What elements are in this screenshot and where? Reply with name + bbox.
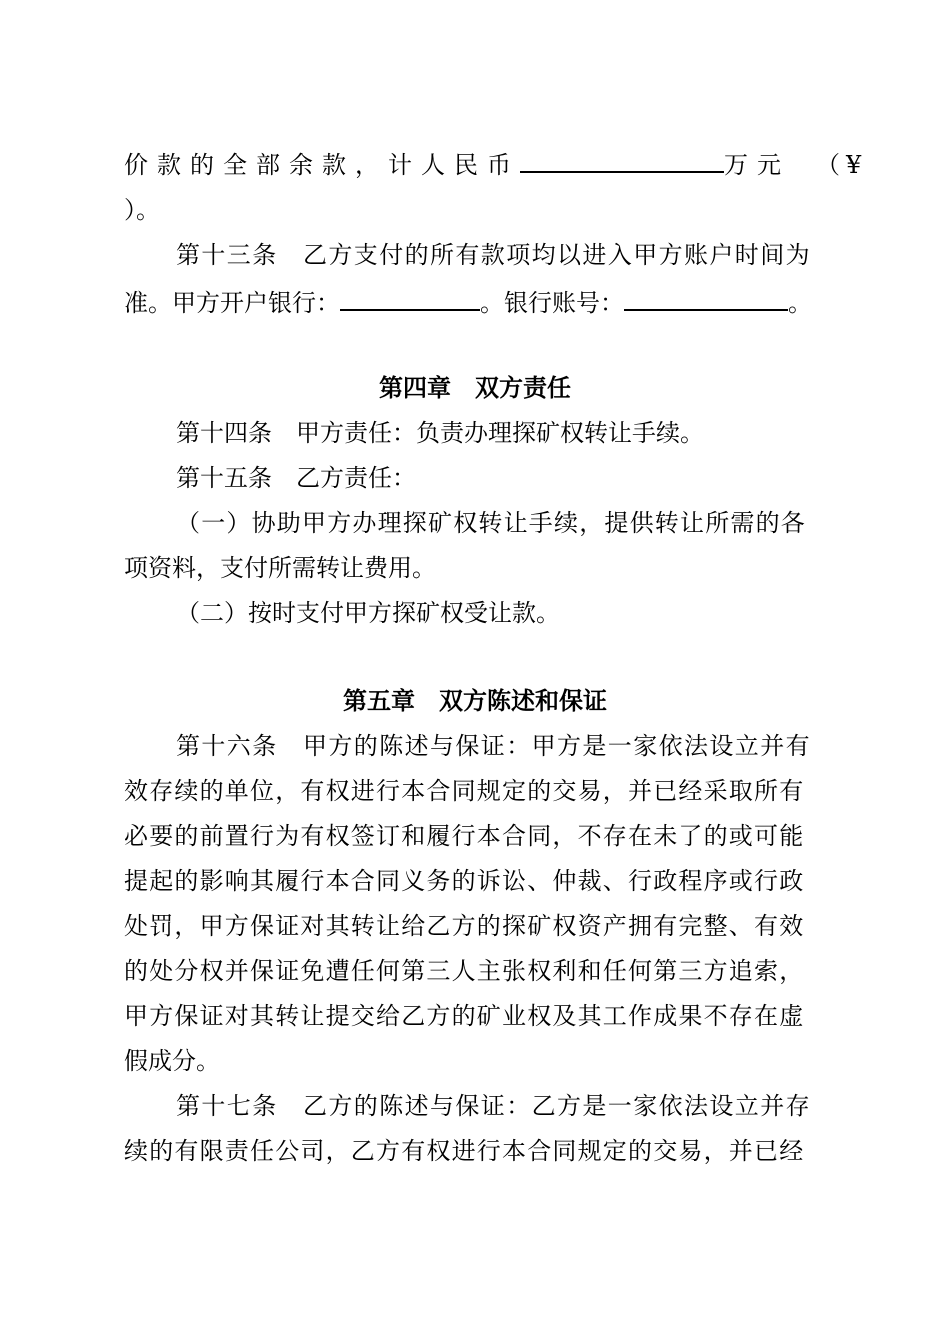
art12-text-d: ）。 xyxy=(124,196,160,224)
art15 xyxy=(176,461,826,495)
art17-line xyxy=(124,1134,826,1168)
art12-text-b: 万元 xyxy=(724,151,790,179)
art16-text-1: 效存续的单位，有权进行本合同规定的交易，并已经采取所有 xyxy=(124,777,805,805)
art13-account-label: 。银行账号： xyxy=(480,289,624,317)
art16-line xyxy=(124,1044,826,1078)
art16-line xyxy=(124,819,826,853)
art16-text-7: 假成分。 xyxy=(124,1047,220,1075)
art16-text-0: 第十六条 甲方的陈述与保证：甲方是一家依法设立并有 xyxy=(176,732,811,760)
art14 xyxy=(176,416,826,450)
account-number-blank xyxy=(624,283,788,311)
art15-text: 第十五条 乙方责任： xyxy=(176,464,416,492)
art16-line xyxy=(124,999,826,1033)
art13-end: 。 xyxy=(788,289,812,317)
item2-text: （二）按时支付甲方探矿权受让款。 xyxy=(176,599,560,627)
art16-text-3: 提起的影响其履行本合同义务的诉讼、仲裁、行政程序或行政 xyxy=(124,867,805,895)
art17-text-0: 第十七条 乙方的陈述与保证：乙方是一家依法设立并存 xyxy=(176,1092,811,1120)
chapter5-title: 第五章 双方陈述和保证 xyxy=(343,686,607,715)
art12-line1 xyxy=(124,145,868,182)
art13-line1 xyxy=(176,238,826,272)
art16-text-2: 必要的前置行为有权签订和履行本合同，不存在未了的或可能 xyxy=(124,822,805,850)
art12-text-c: （¥ xyxy=(816,151,868,179)
art15-item2 xyxy=(176,596,826,630)
art12-text-a: 价款的全部余款，计人民币 xyxy=(124,151,520,179)
art16-line xyxy=(124,864,826,898)
art17-text-1: 续的有限责任公司，乙方有权进行本合同规定的交易，并已经 xyxy=(124,1137,805,1165)
bank-name-blank xyxy=(340,283,480,311)
art12-line2 xyxy=(124,193,826,227)
chapter4-title: 第四章 双方责任 xyxy=(379,373,571,402)
art16-line xyxy=(124,954,826,988)
art16-line xyxy=(124,774,826,808)
amount-blank xyxy=(520,145,724,173)
art17-line xyxy=(176,1089,826,1123)
item1-text-1: （一）协助甲方办理探矿权转让手续，提供转让所需的各 xyxy=(176,509,806,537)
art13-bank-label: 准。甲方开户银行： xyxy=(124,289,340,317)
art16-line xyxy=(124,909,826,943)
art16-text-4: 处罚，甲方保证对其转让给乙方的探矿权资产拥有完整、有效 xyxy=(124,912,805,940)
art14-text: 第十四条 甲方责任：负责办理探矿权转让手续。 xyxy=(176,419,704,447)
art15-item1-line2 xyxy=(124,551,826,585)
art13-line2 xyxy=(124,283,826,320)
art16-text-5: 的处分权并保证免遭任何第三人主张权利和任何第三方追索， xyxy=(124,957,805,985)
art15-item1-line1 xyxy=(176,506,826,540)
art16-text-6: 甲方保证对其转让提交给乙方的矿业权及其工作成果不存在虚 xyxy=(124,1002,805,1030)
art13-text-1: 第十三条 乙方支付的所有款项均以进入甲方账户时间为 xyxy=(176,241,811,269)
art16-line xyxy=(176,729,826,763)
item1-text-2: 项资料，支付所需转让费用。 xyxy=(124,554,436,582)
